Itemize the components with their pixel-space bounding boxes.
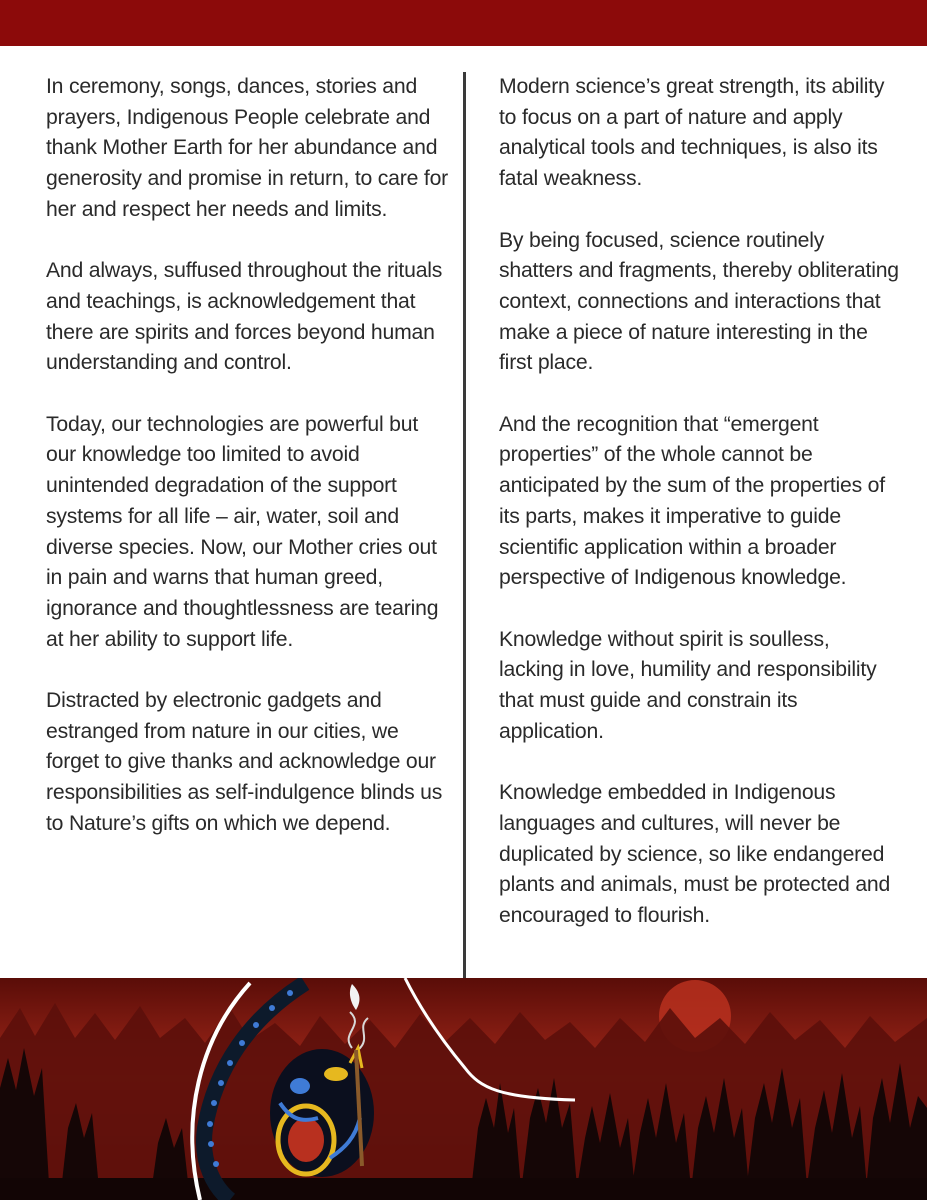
- left-paragraph: Today, our technologies are powerful but our knowledge too limited to avoid unintended degradation of the support systems for all life – air, water, soil and diverse species. Now, our Mother cries out in pain and warns that human greed, ignorance and thoughtlessness are tearing at her ability to support life.: [46, 412, 439, 651]
- right-paragraph: Modern science’s great strength, its ability to focus on a part of nature and apply analytical tools and techniques, is also its fatal weakness.: [499, 75, 885, 191]
- ground: [0, 1178, 927, 1200]
- left-paragraph: In ceremony, songs, dances, stories and prayers, Indigenous People celebrate and thank Mother Earth for her abundance and generosity and promise in return, to care for her and respect her needs and limits.: [46, 75, 449, 221]
- right-paragraph: By being focused, science routinely shatters and fragments, thereby obliterating context, connections and interactions that make a piece of nature interesting in the first place.: [499, 228, 899, 375]
- forest-painting-svg: [0, 978, 927, 1200]
- right-paragraph: Knowledge without spirit is soulless, lacking in love, humility and responsibility that must guide and constrain its application.: [499, 627, 877, 743]
- left-column: [46, 72, 448, 870]
- forest-painting: [0, 978, 927, 1200]
- right-paragraph: Knowledge embedded in Indigenous languages and cultures, will never be duplicated by science, so like endangered plants and animals, must be protected and encouraged to flourish.: [499, 781, 891, 927]
- left-paragraph: And always, suffused throughout the rituals and teachings, is acknowledgement that there are spirits and forces beyond human understanding and control.: [46, 259, 443, 375]
- right-paragraph: And the recognition that “emergent properties” of the whole cannot be anticipated by the sum of the properties of its parts, makes it imperative to guide scientific application within a broader perspective of Indigenous knowledge.: [499, 412, 885, 590]
- column-divider: [463, 72, 466, 978]
- right-column: [499, 72, 899, 962]
- left-paragraph: Distracted by electronic gadgets and estranged from nature in our cities, we forget to give thanks and acknowledge our responsibilities as self-indulgence blinds us to Nature’s gifts on which we depend.: [46, 689, 443, 835]
- header-band: [0, 0, 927, 46]
